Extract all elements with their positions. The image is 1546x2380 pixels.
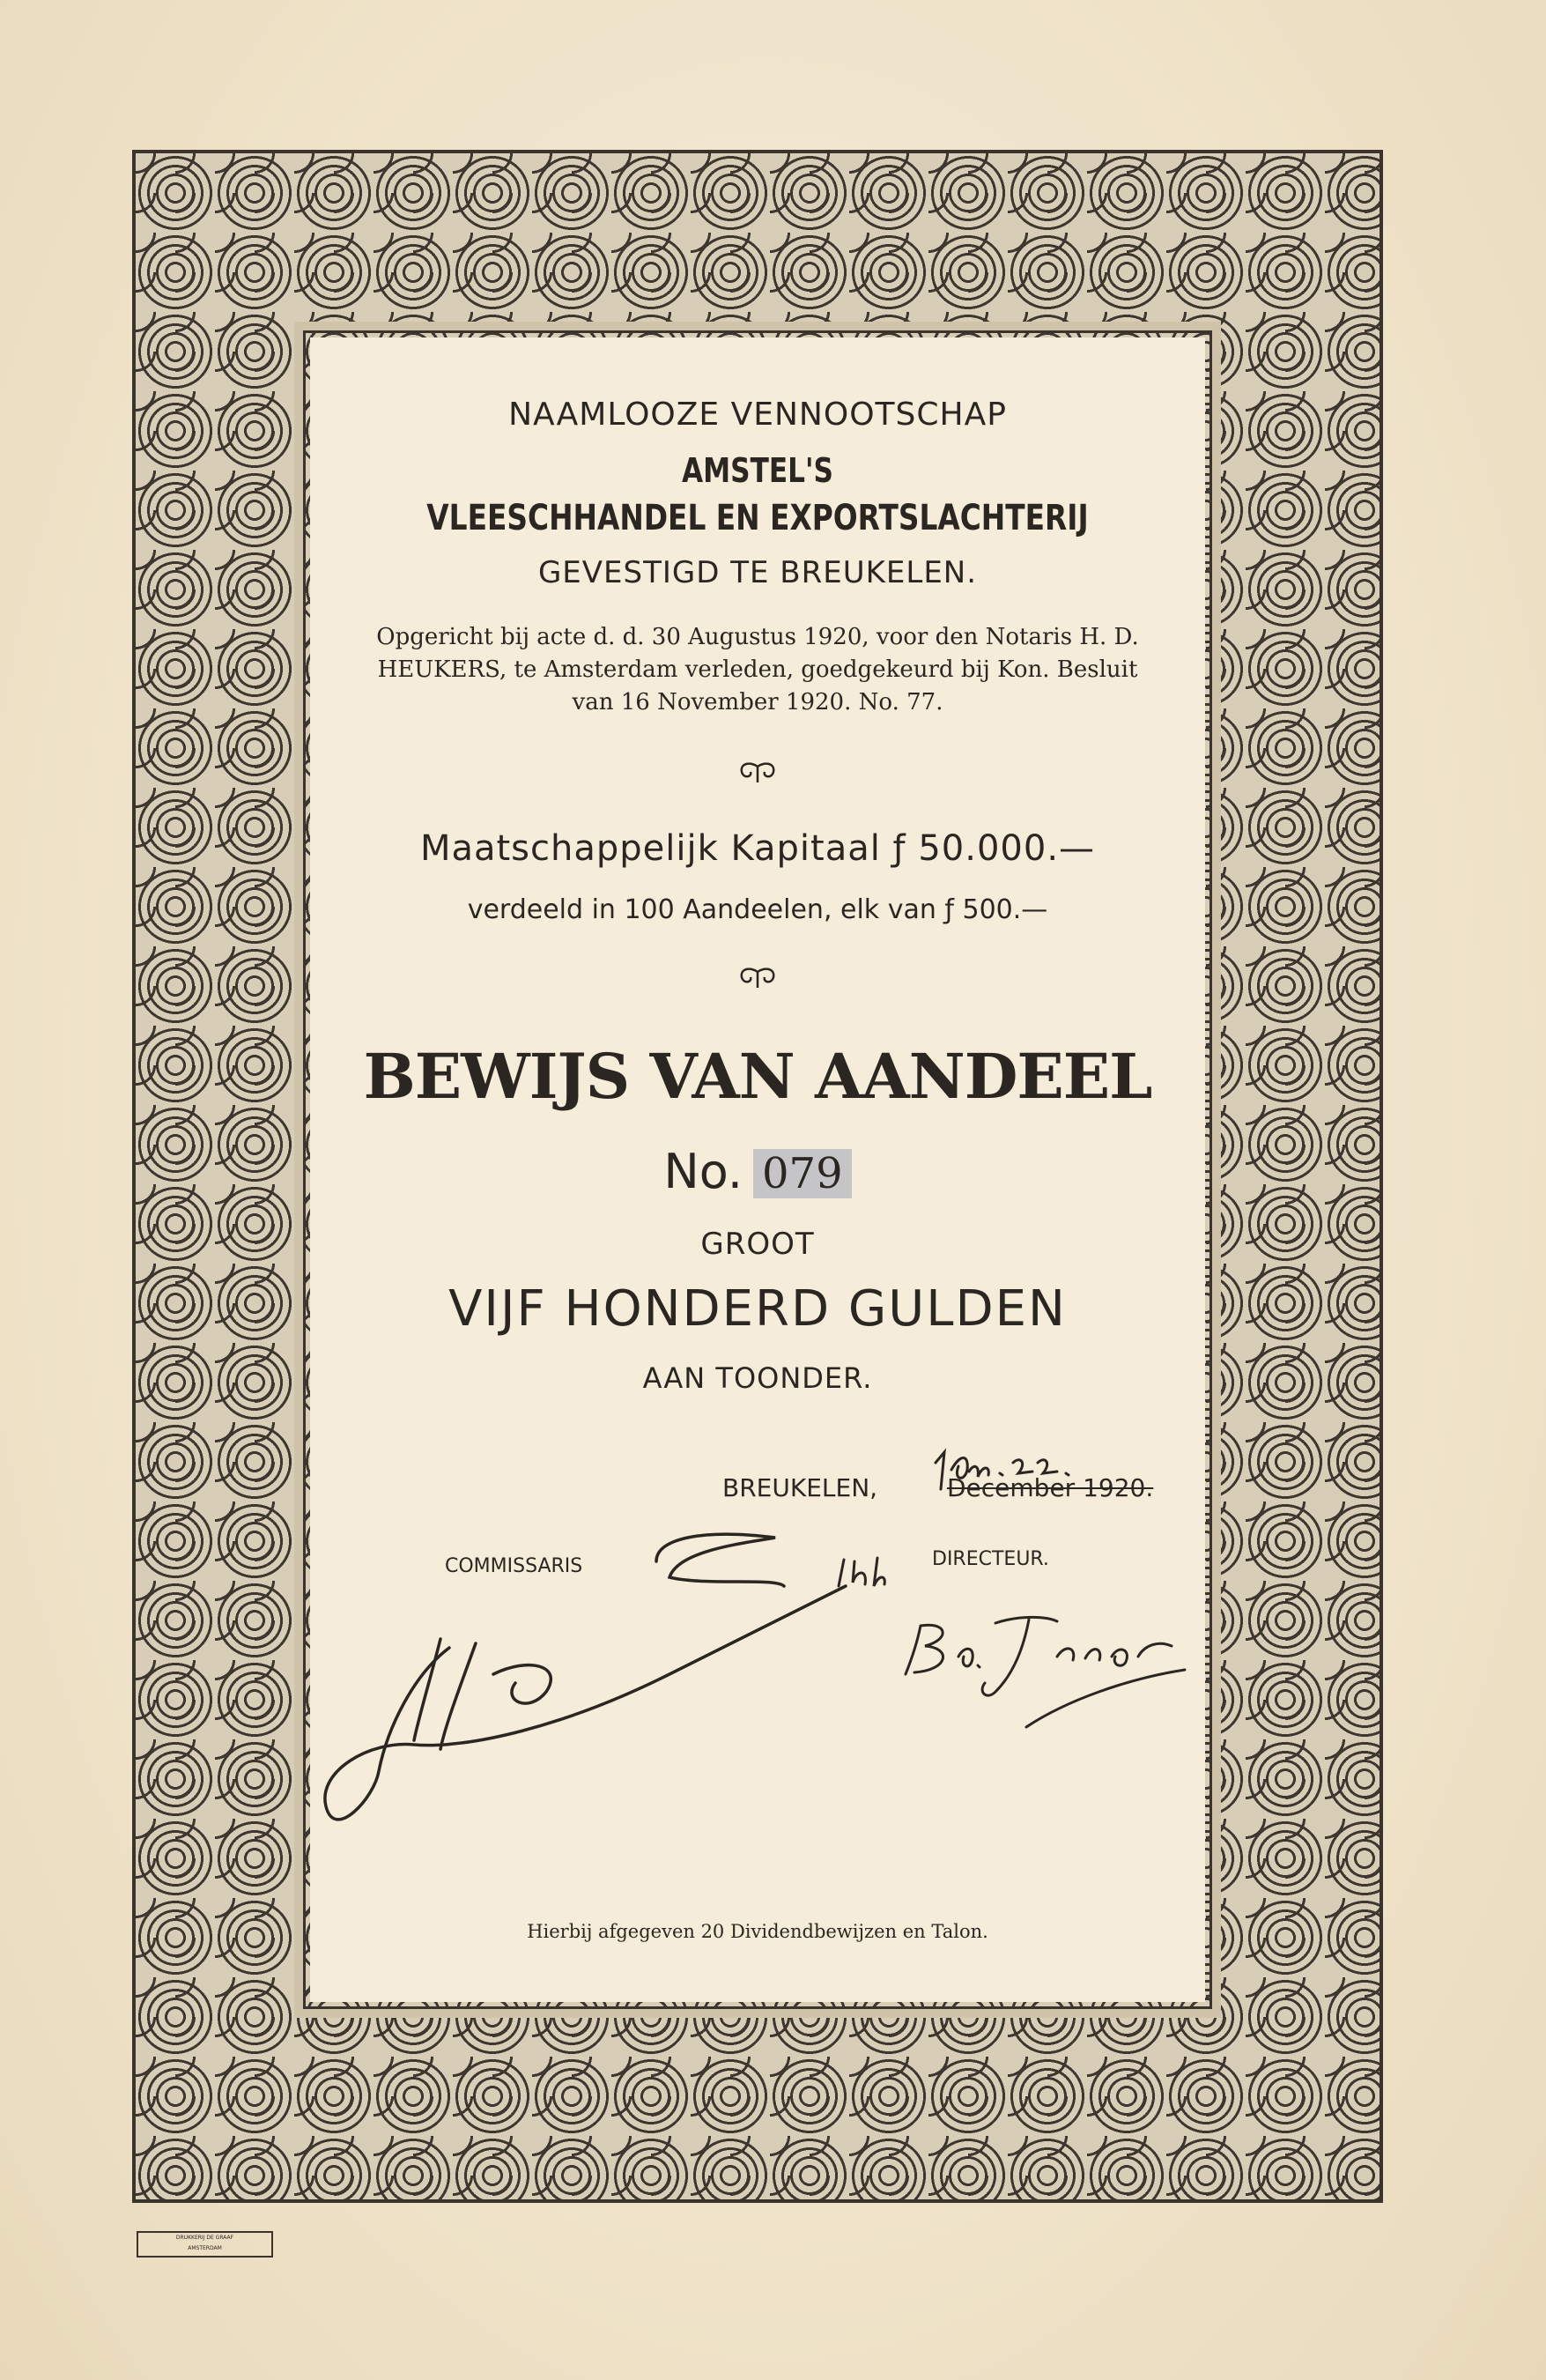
printed-date-struck: December 1920. bbox=[947, 1473, 1154, 1502]
amount-in-words: VIJF HONDERD GULDEN bbox=[448, 1280, 1067, 1338]
printer-imprint bbox=[137, 2231, 273, 2258]
signing-place: BREUKELEN, bbox=[722, 1473, 878, 1502]
groot-label: GROOT bbox=[700, 1227, 815, 1262]
founding-text: Opgericht bij acte d. d. 30 Augustus 1920, voor den Notaris H. D. HEUKERS, te Amsterdam verleden, goedgekeurd bij Kon. Besluit van 16 November 1920. No. 77. bbox=[376, 624, 1139, 715]
company-seat: GEVESTIGD TE BREUKELEN. bbox=[537, 555, 978, 590]
company-name-line-2: VLEESCHHANDEL EN EXPORTSLACHTERIJ bbox=[426, 498, 1089, 538]
printer-line-1: DRUKKERIJ DE GRAAF bbox=[175, 2235, 234, 2241]
company-type: NAAMLOOZE VENNOOTSCHAP bbox=[508, 397, 1007, 433]
capital-total: Maatschappelijk Kapitaal ƒ 50.000.— bbox=[419, 828, 1096, 869]
certificate-title: BEWIJS VAN AANDEEL bbox=[363, 1040, 1152, 1113]
bearer-label: AAN TOONDER. bbox=[642, 1361, 873, 1395]
certificate-number: 079 bbox=[753, 1149, 852, 1198]
capital-division: verdeeld in 100 Aandeelen, elk van ƒ 500.— bbox=[467, 894, 1048, 925]
handwritten-date bbox=[936, 1452, 1069, 1489]
directeur-signature bbox=[839, 1558, 1185, 1727]
printer-line-2: AMSTERDAM bbox=[188, 2245, 222, 2251]
directeur-label: DIRECTEUR. bbox=[932, 1548, 1049, 1570]
commissaris-signature bbox=[325, 1534, 846, 1820]
number-label: No. bbox=[663, 1144, 743, 1199]
commissaris-label: COMMISSARIS bbox=[445, 1555, 583, 1577]
dividend-note: Hierbij afgegeven 20 Dividendbewijzen en Talon. bbox=[527, 1921, 988, 1942]
company-name-line-1: AMSTEL'S bbox=[682, 451, 833, 490]
